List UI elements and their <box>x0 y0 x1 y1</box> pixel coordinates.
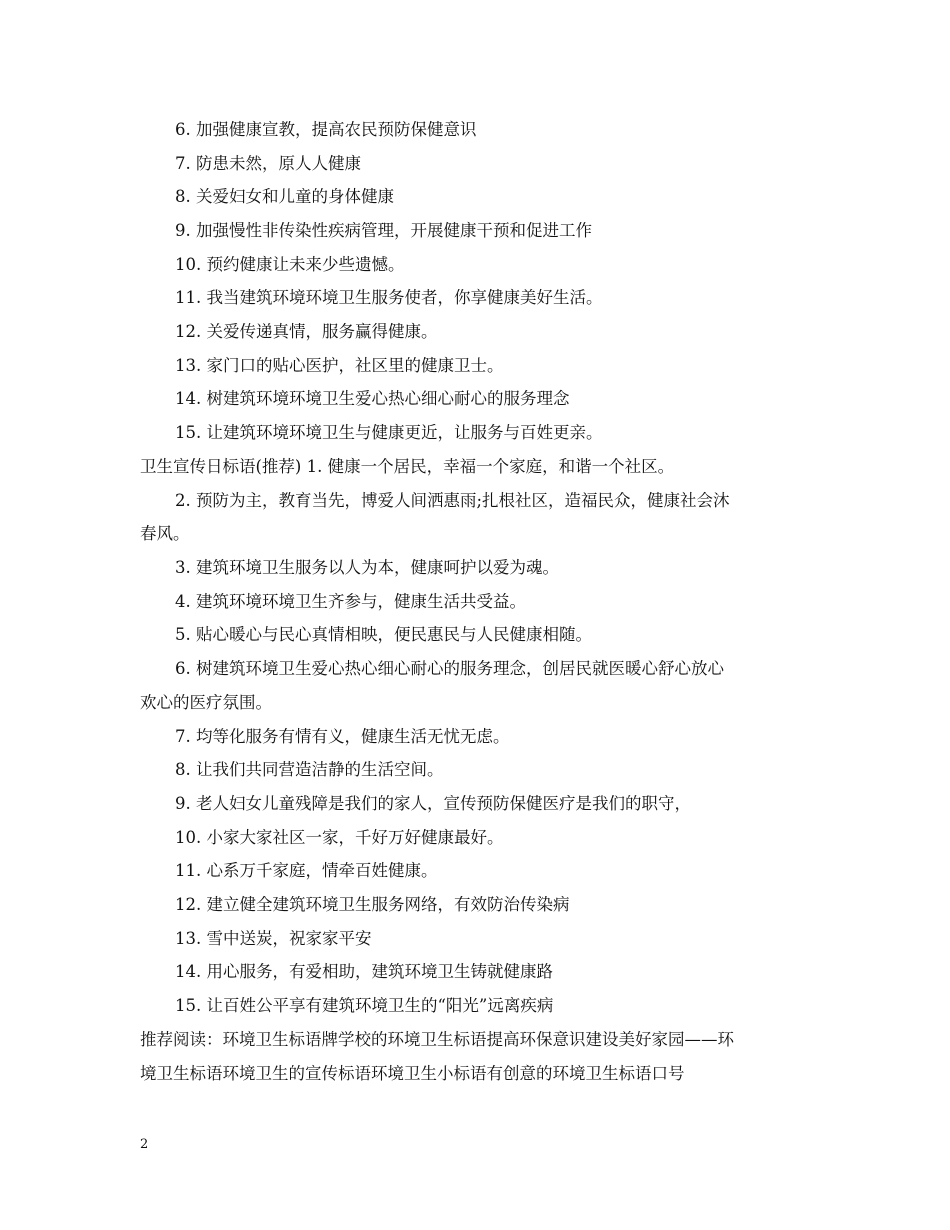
slogan-line-11: 11. 我当建筑环境环境卫生服务使者，你享健康美好生活。 <box>175 288 603 307</box>
recommended-line-6-cont: 欢心的医疗氛围。 <box>140 693 272 712</box>
slogan-line-13: 13. 家门口的贴心医护，社区里的健康卫士。 <box>175 356 504 375</box>
recommended-line-10: 10. 小家大家社区一家，千好万好健康最好。 <box>175 828 504 847</box>
page-number: 2 <box>140 1137 149 1152</box>
slogan-line-6: 6. 加强健康宣教，提高农民预防保健意识 <box>175 120 477 139</box>
recommended-line-8: 8. 让我们共同营造洁静的生活空间。 <box>175 760 444 779</box>
slogan-line-8: 8. 关爱妇女和儿童的身体健康 <box>175 187 394 206</box>
recommended-line-13: 13. 雪中送炭，祝家家平安 <box>175 929 372 948</box>
recommended-line-3: 3. 建筑环境卫生服务以人为本，健康呵护以爱为魂。 <box>175 558 559 577</box>
slogan-line-15: 15. 让建筑环境环境卫生与健康更近，让服务与百姓更亲。 <box>175 423 603 442</box>
recommended-line-9: 9. 老人妇女儿童残障是我们的家人，宣传预防保健医疗是我们的职守， <box>175 794 691 813</box>
recommended-line-12: 12. 建立健全建筑环境卫生服务网络，有效防治传染病 <box>175 895 570 914</box>
recommended-reading-line-cont: 境卫生标语环境卫生的宣传标语环境卫生小标语有创意的环境卫生标语口号 <box>140 1064 685 1083</box>
slogan-line-7: 7. 防患未然，原人人健康 <box>175 154 361 173</box>
recommended-line-5: 5. 贴心暖心与民心真情相映，便民惠民与人民健康相随。 <box>175 625 592 644</box>
recommended-reading-line: 推荐阅读：环境卫生标语牌学校的环境卫生标语提高环保意识建设美好家园——环 <box>140 1030 734 1049</box>
section-heading-line: 卫生宣传日标语(推荐) 1. 健康一个居民，幸福一个家庭，和谐一个社区。 <box>140 457 675 476</box>
recommended-line-2: 2. 预防为主，教育当先，博爱人间洒惠雨;扎根社区，造福民众，健康社会沐 <box>175 491 730 510</box>
slogan-line-12: 12. 关爱传递真情，服务赢得健康。 <box>175 322 438 341</box>
slogan-line-9: 9. 加强慢性非传染性疾病管理，开展健康干预和促进工作 <box>175 221 592 240</box>
recommended-line-7: 7. 均等化服务有情有义，健康生活无忧无虑。 <box>175 727 510 746</box>
recommended-line-2-cont: 春风。 <box>140 524 190 543</box>
recommended-line-6: 6. 树建筑环境卫生爱心热心细心耐心的服务理念，创居民就医暖心舒心放心 <box>175 659 724 678</box>
recommended-line-15: 15. 让百姓公平享有建筑环境卫生的“阳光”远离疾病 <box>175 996 554 1015</box>
recommended-line-4: 4. 建筑环境环境卫生齐参与，健康生活共受益。 <box>175 592 526 611</box>
recommended-line-11: 11. 心系万千家庭，情牵百姓健康。 <box>175 861 438 880</box>
slogan-line-14: 14. 树建筑环境环境卫生爱心热心细心耐心的服务理念 <box>175 389 570 408</box>
slogan-line-10: 10. 预约健康让未来少些遗憾。 <box>175 255 405 274</box>
recommended-line-14: 14. 用心服务，有爱相助，建筑环境卫生铸就健康路 <box>175 962 553 981</box>
